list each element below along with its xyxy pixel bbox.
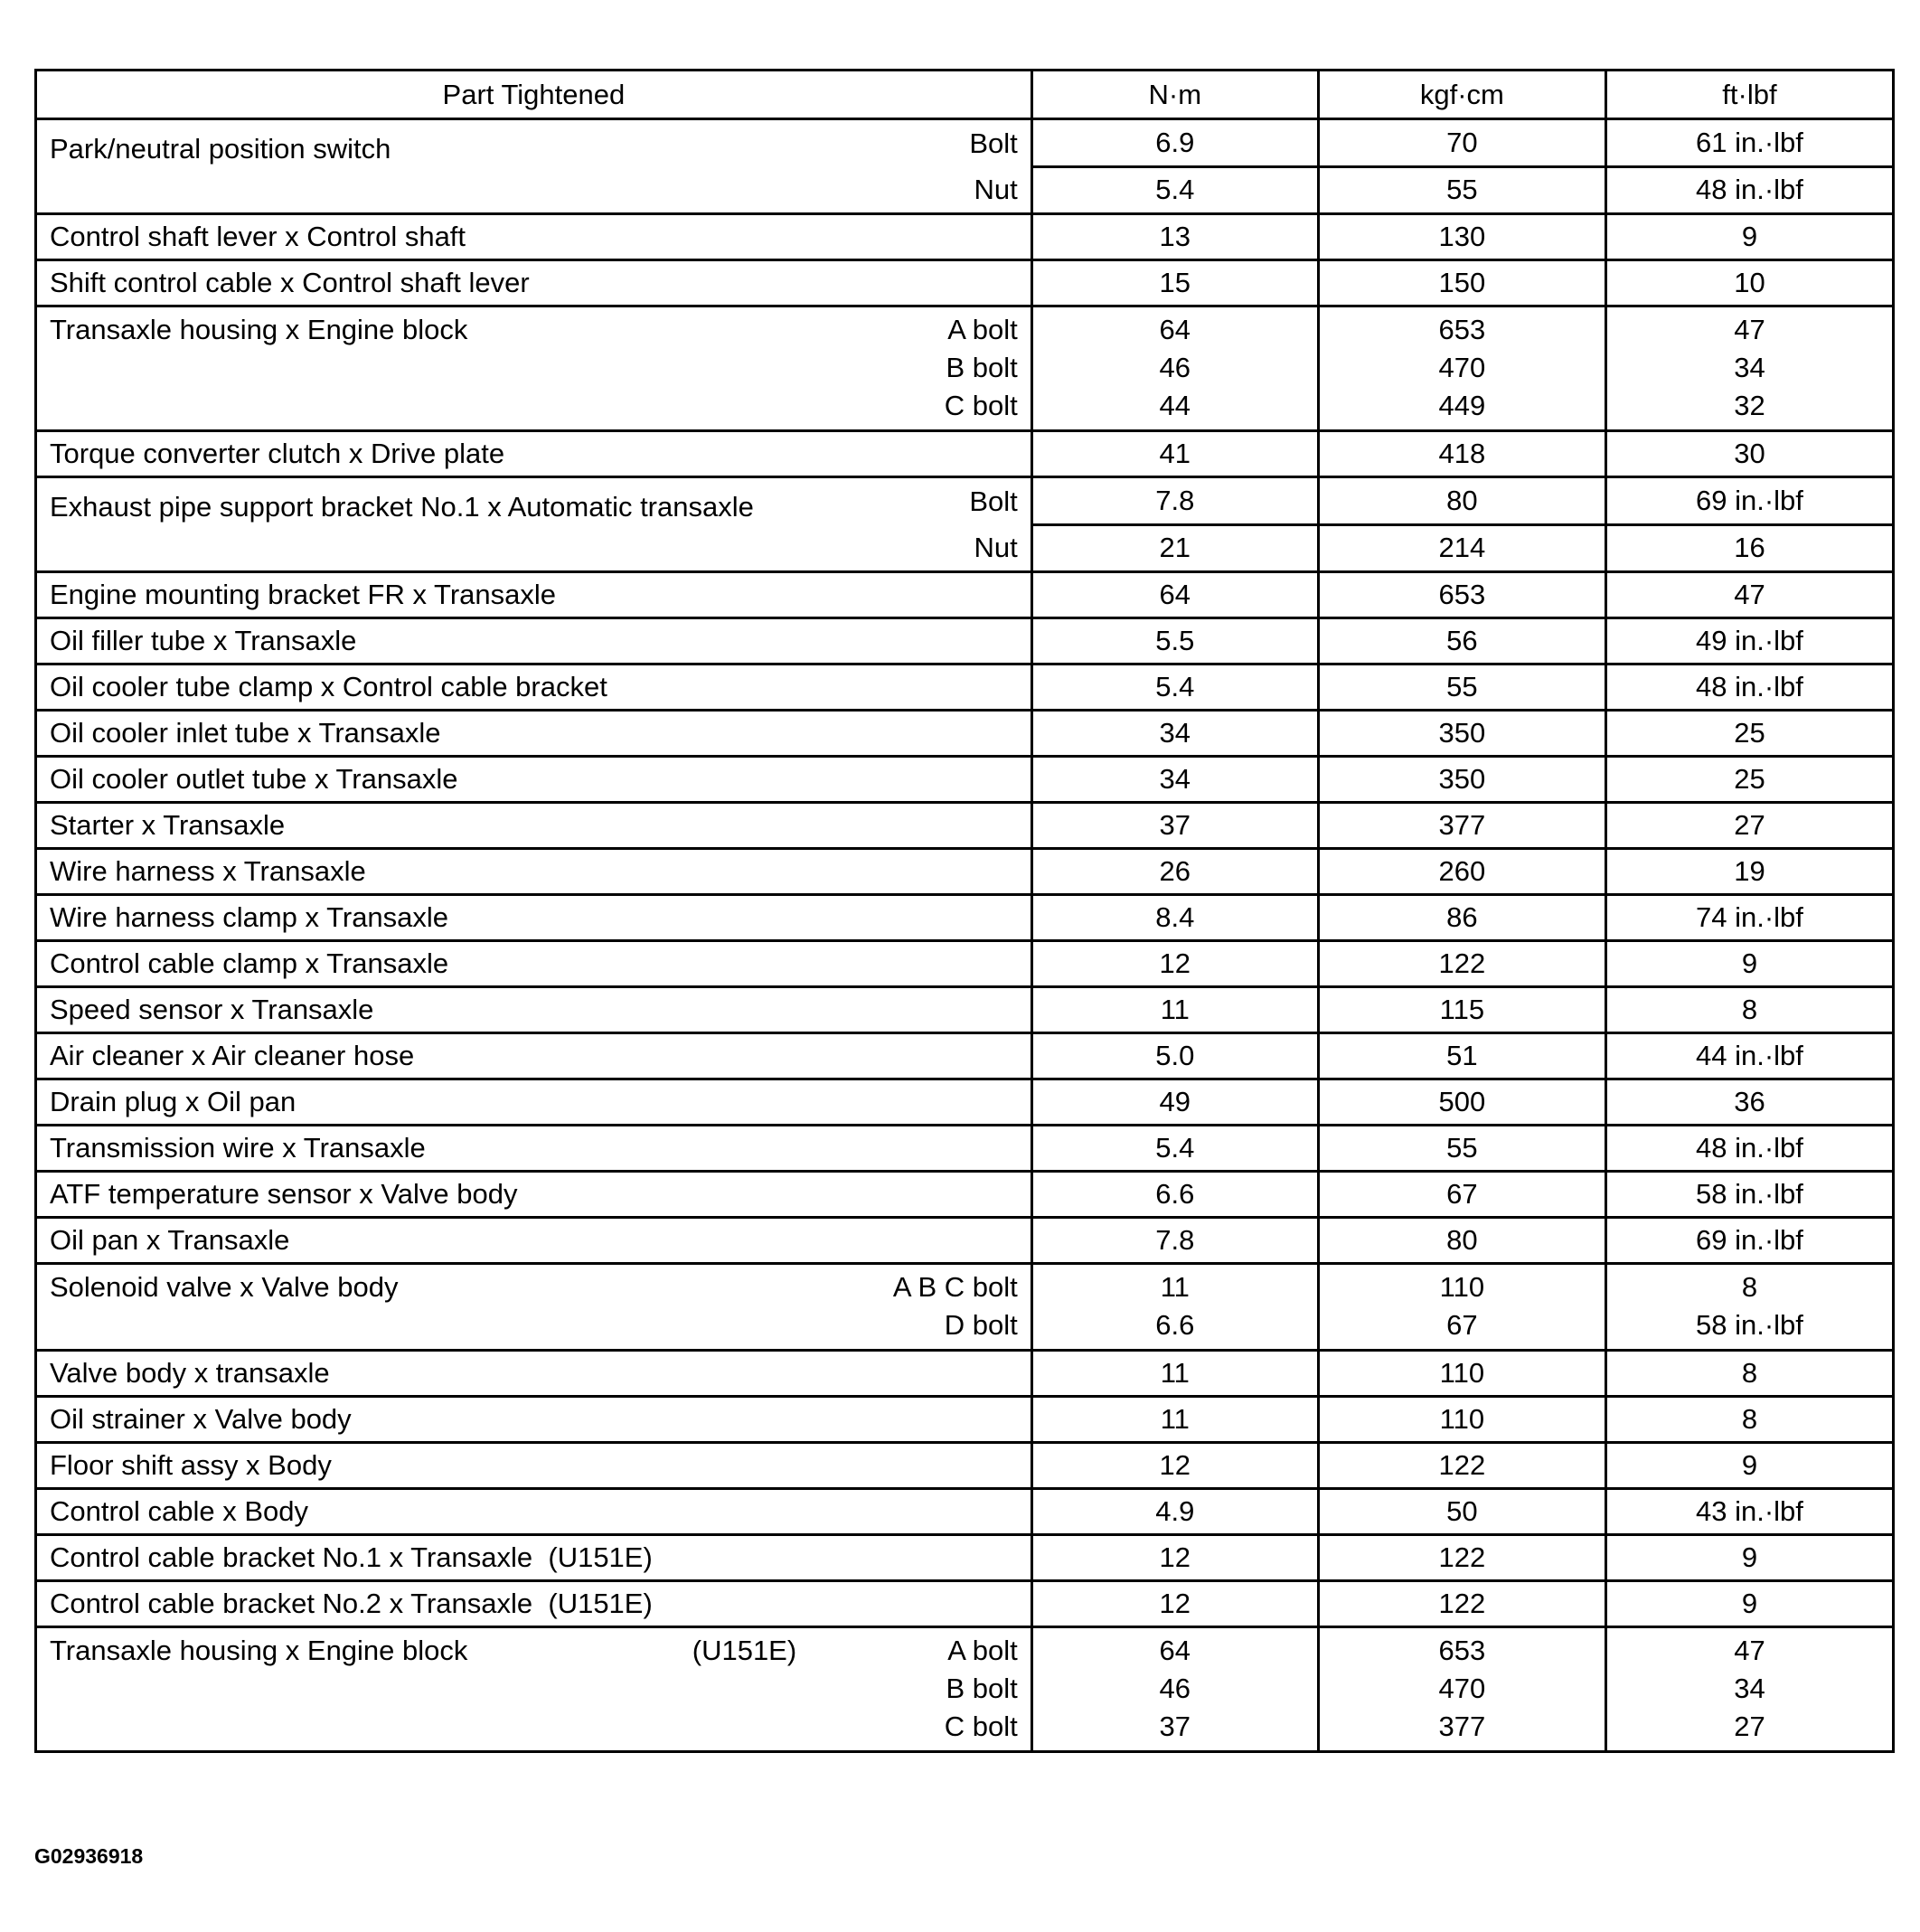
part-cell-content [50, 1632, 1031, 1746]
value-ft: 47 [1734, 314, 1765, 345]
part-cell [36, 849, 1032, 895]
value-nm: 13 [1031, 214, 1318, 260]
table-row [36, 306, 1894, 431]
value-kgf: 130 [1318, 214, 1605, 260]
part-name: Oil cooler tube clamp x Control cable bracket [50, 671, 607, 702]
part-cell-content [50, 267, 1031, 299]
value-kgf: 122 [1318, 1581, 1605, 1627]
part-name: Shift control cable x Control shaft lever [50, 267, 530, 298]
part-name: Air cleaner x Air cleaner hose [50, 1040, 415, 1071]
table-row [36, 214, 1894, 260]
table-row [36, 757, 1894, 803]
value-kgf: 67 [1318, 1172, 1605, 1218]
value-kgf: 67 [1446, 1309, 1478, 1341]
value-nm: 44 [1159, 390, 1191, 421]
part-name: Oil pan x Transaxle [50, 1224, 290, 1256]
table-body [36, 119, 1894, 1752]
table-row [36, 1351, 1894, 1397]
spec-label: A bolt [947, 314, 1018, 345]
part-name: Control cable x Body [50, 1495, 309, 1527]
part-cell-content [50, 1495, 1031, 1528]
table-row [36, 260, 1894, 306]
part-name: Speed sensor x Transaxle [50, 994, 374, 1025]
part-name: Oil cooler outlet tube x Transaxle [50, 763, 458, 795]
value-ft: 9 [1605, 214, 1893, 260]
value-ft: 9 [1605, 1535, 1893, 1581]
part-cell-content [50, 994, 1031, 1026]
table-row [36, 1033, 1894, 1079]
table-row [36, 1172, 1894, 1218]
table-row [36, 1397, 1894, 1443]
value-ft: 8 [1741, 1271, 1758, 1303]
value-nm: 5.5 [1031, 618, 1318, 664]
part-name: Engine mounting bracket FR x Transaxle [50, 579, 556, 610]
value-kgf: 55 [1318, 664, 1605, 711]
spec-list [873, 1632, 1031, 1746]
value-kgf: 86 [1318, 895, 1605, 941]
value-kgf: 470 [1438, 1673, 1486, 1704]
value-nm: 6.6 [1031, 1172, 1318, 1218]
value-ft-cell [1605, 1264, 1893, 1351]
value-kgf: 80 [1318, 477, 1605, 525]
value-ft: 32 [1734, 390, 1765, 421]
value-ft: 8 [1605, 1397, 1893, 1443]
table-row [36, 1079, 1894, 1126]
part-cell [36, 664, 1032, 711]
part-name: Park/neutral position switch [50, 133, 391, 165]
value-nm: 4.9 [1031, 1489, 1318, 1535]
table-row [36, 477, 1894, 525]
value-nm: 6.6 [1155, 1309, 1195, 1341]
value-kgf: 56 [1318, 618, 1605, 664]
value-ft: 25 [1605, 757, 1893, 803]
table-row [36, 618, 1894, 664]
value-kgf: 214 [1318, 524, 1605, 572]
value-ft: 44 in.·lbf [1605, 1033, 1893, 1079]
part-cell [36, 572, 1032, 618]
spec-list [873, 311, 1031, 425]
part-cell-content [50, 311, 1031, 425]
part-cell-content [50, 1357, 1031, 1390]
part-cell-content [50, 809, 1031, 842]
part-name: Starter x Transaxle [50, 809, 286, 841]
value-nm: 8.4 [1031, 895, 1318, 941]
value-nm: 7.8 [1031, 477, 1318, 525]
value-kgf-cell [1318, 1264, 1605, 1351]
part-cell-content [50, 1224, 1031, 1257]
part-cell-content [50, 221, 1031, 253]
value-nm: 46 [1159, 352, 1191, 383]
value-kgf: 70 [1318, 119, 1605, 167]
header-part-tightened: Part Tightened [36, 71, 1032, 119]
part-cell-content [50, 1040, 1031, 1072]
value-ft: 30 [1605, 431, 1893, 477]
part-cell [36, 941, 1032, 987]
value-nm: 12 [1031, 941, 1318, 987]
value-nm: 26 [1031, 849, 1318, 895]
part-cell [36, 1351, 1032, 1397]
figure-id: G02936918 [34, 1844, 144, 1868]
value-nm: 11 [1031, 1397, 1318, 1443]
part-cell [36, 1172, 1032, 1218]
part-cell-content [50, 1403, 1031, 1436]
value-ft: 74 in.·lbf [1605, 895, 1893, 941]
value-ft: 8 [1605, 987, 1893, 1033]
value-kgf: 50 [1318, 1489, 1605, 1535]
value-kgf: 449 [1438, 390, 1486, 421]
part-cell [36, 1581, 1032, 1627]
value-ft: 34 [1734, 352, 1765, 383]
part-cell-content [50, 763, 1031, 796]
value-nm: 12 [1031, 1443, 1318, 1489]
part-cell [36, 1535, 1032, 1581]
part-cell [36, 431, 1032, 477]
part-cell-content [50, 1541, 1031, 1574]
table-row [36, 803, 1894, 849]
value-kgf: 377 [1318, 803, 1605, 849]
value-ft: 16 [1605, 524, 1893, 572]
part-name: Floor shift assy x Body [50, 1449, 332, 1481]
spec-label: C bolt [944, 1711, 1018, 1742]
part-cell-content [50, 1588, 1031, 1620]
value-kgf: 51 [1318, 1033, 1605, 1079]
part-name: Valve body x transaxle [50, 1357, 330, 1389]
part-cell [36, 757, 1032, 803]
part-name: ATF temperature sensor x Valve body [50, 1178, 518, 1210]
part-cell [36, 1033, 1032, 1079]
value-nm: 11 [1031, 1351, 1318, 1397]
value-ft: 8 [1605, 1351, 1893, 1397]
value-ft: 58 in.·lbf [1605, 1172, 1893, 1218]
value-nm: 37 [1159, 1711, 1191, 1742]
table-row [36, 1489, 1894, 1535]
value-nm: 12 [1031, 1581, 1318, 1627]
value-nm: 7.8 [1031, 1218, 1318, 1264]
part-cell [36, 618, 1032, 664]
value-nm: 41 [1031, 431, 1318, 477]
spec-label: B bolt [946, 352, 1018, 383]
header-nm: N·m [1031, 71, 1318, 119]
value-nm-cell [1031, 1264, 1318, 1351]
part-cell [36, 306, 1032, 431]
value-nm: 6.9 [1031, 119, 1318, 167]
value-kgf: 80 [1318, 1218, 1605, 1264]
value-kgf: 122 [1318, 1535, 1605, 1581]
part-name: Control shaft lever x Control shaft [50, 221, 466, 252]
value-nm-cell [1031, 1627, 1318, 1752]
part-cell [36, 1264, 1032, 1351]
value-ft: 58 in.·lbf [1696, 1309, 1803, 1341]
value-kgf: 110 [1439, 1271, 1485, 1303]
header-ftlbf: ft·lbf [1605, 71, 1893, 119]
spec-label: D bolt [944, 1309, 1018, 1341]
part-cell [36, 895, 1032, 941]
part-cell [36, 987, 1032, 1033]
spec-list [873, 478, 1031, 570]
value-nm: 11 [1031, 987, 1318, 1033]
value-ft: 10 [1605, 260, 1893, 306]
part-cell [36, 1489, 1032, 1535]
value-nm: 64 [1031, 572, 1318, 618]
value-ft: 27 [1734, 1711, 1765, 1742]
spec-label: Nut [974, 174, 1018, 205]
spec-label: Bolt [969, 127, 1018, 159]
value-ft: 48 in.·lbf [1605, 1126, 1893, 1172]
part-cell [36, 711, 1032, 757]
part-cell-content [50, 671, 1031, 703]
value-kgf: 653 [1438, 1635, 1486, 1666]
value-kgf: 55 [1318, 1126, 1605, 1172]
value-nm: 34 [1031, 711, 1318, 757]
value-kgf: 653 [1438, 314, 1486, 345]
value-ft: 9 [1605, 1581, 1893, 1627]
spec-label: B bolt [946, 1673, 1018, 1704]
part-cell [36, 119, 1032, 214]
part-name: Exhaust pipe support bracket No.1 x Automatic transaxle [50, 491, 754, 523]
value-nm: 11 [1160, 1271, 1190, 1303]
value-ft: 34 [1734, 1673, 1765, 1704]
value-kgf: 418 [1318, 431, 1605, 477]
table-row [36, 895, 1894, 941]
part-name: Control cable bracket No.2 x Transaxle (U151E) [50, 1588, 653, 1619]
table-row [36, 431, 1894, 477]
part-cell [36, 1443, 1032, 1489]
part-name: Transaxle housing x Engine block [50, 314, 468, 345]
value-nm: 5.4 [1031, 1126, 1318, 1172]
value-nm-cell [1031, 306, 1318, 431]
part-name: Control cable bracket No.1 x Transaxle (U151E) [50, 1541, 653, 1573]
value-ft: 27 [1605, 803, 1893, 849]
value-ft: 9 [1605, 941, 1893, 987]
part-cell [36, 1627, 1032, 1752]
part-name: Oil cooler inlet tube x Transaxle [50, 717, 441, 749]
value-nm: 46 [1159, 1673, 1191, 1704]
value-kgf: 115 [1318, 987, 1605, 1033]
value-nm: 49 [1031, 1079, 1318, 1126]
value-ft: 48 in.·lbf [1605, 664, 1893, 711]
value-ft-cell [1605, 1627, 1893, 1752]
value-nm: 37 [1031, 803, 1318, 849]
part-cell [36, 803, 1032, 849]
part-cell-content [50, 438, 1031, 470]
part-cell [36, 214, 1032, 260]
value-nm: 21 [1031, 524, 1318, 572]
part-name: Transaxle housing x Engine block [50, 1635, 468, 1666]
value-nm: 5.4 [1031, 166, 1318, 214]
part-name: Wire harness clamp x Transaxle [50, 901, 449, 933]
part-cell [36, 1126, 1032, 1172]
value-ft: 47 [1605, 572, 1893, 618]
spec-list [873, 120, 1031, 212]
part-cell-content [50, 855, 1031, 888]
table-row [36, 941, 1894, 987]
value-kgf: 470 [1438, 352, 1486, 383]
part-cell-content [50, 120, 1031, 212]
value-kgf: 350 [1318, 757, 1605, 803]
table-row [36, 987, 1894, 1033]
value-kgf: 122 [1318, 1443, 1605, 1489]
value-kgf: 350 [1318, 711, 1605, 757]
table-row [36, 1443, 1894, 1489]
value-nm: 34 [1031, 757, 1318, 803]
part-note: (U151E) [692, 1635, 797, 1666]
value-ft: 61 in.·lbf [1605, 119, 1893, 167]
value-kgf-cell [1318, 1627, 1605, 1752]
part-name: Drain plug x Oil pan [50, 1086, 296, 1117]
value-kgf: 55 [1318, 166, 1605, 214]
spec-label: Bolt [969, 485, 1018, 517]
table-row [36, 572, 1894, 618]
part-cell [36, 1218, 1032, 1264]
part-cell-content [50, 579, 1031, 611]
value-ft-cell [1605, 306, 1893, 431]
table-row [36, 1627, 1894, 1752]
part-cell [36, 1079, 1032, 1126]
value-ft: 9 [1605, 1443, 1893, 1489]
part-cell-content [50, 901, 1031, 934]
value-nm: 12 [1031, 1535, 1318, 1581]
value-nm: 5.4 [1031, 664, 1318, 711]
table-row [36, 664, 1894, 711]
part-cell [36, 260, 1032, 306]
part-name: Wire harness x Transaxle [50, 855, 366, 887]
table-row [36, 1581, 1894, 1627]
value-kgf-cell [1318, 306, 1605, 431]
value-ft: 19 [1605, 849, 1893, 895]
part-name: Solenoid valve x Valve body [50, 1271, 399, 1303]
value-nm: 64 [1159, 1635, 1191, 1666]
spec-label: C bolt [944, 390, 1018, 421]
part-cell-content [50, 1268, 1031, 1344]
value-kgf: 122 [1318, 941, 1605, 987]
value-kgf: 377 [1438, 1711, 1486, 1742]
table-row [36, 1218, 1894, 1264]
table-row [36, 1126, 1894, 1172]
part-cell [36, 477, 1032, 572]
table-row [36, 849, 1894, 895]
value-ft: 25 [1605, 711, 1893, 757]
part-cell-content [50, 478, 1031, 570]
part-cell [36, 1397, 1032, 1443]
spec-label: A bolt [947, 1635, 1018, 1666]
value-nm: 64 [1159, 314, 1191, 345]
value-kgf: 110 [1318, 1397, 1605, 1443]
table-row [36, 1535, 1894, 1581]
value-kgf: 653 [1318, 572, 1605, 618]
part-name: Control cable clamp x Transaxle [50, 947, 449, 979]
value-ft: 36 [1605, 1079, 1893, 1126]
part-cell-content [50, 1132, 1031, 1164]
table-header-row [36, 71, 1894, 119]
part-cell-content [50, 1449, 1031, 1482]
spec-list [873, 1268, 1031, 1344]
part-cell-content [50, 1178, 1031, 1211]
value-kgf: 260 [1318, 849, 1605, 895]
spec-label: Nut [974, 532, 1018, 563]
value-ft: 47 [1734, 1635, 1765, 1666]
part-cell-content [50, 947, 1031, 980]
value-nm: 5.0 [1031, 1033, 1318, 1079]
table-row [36, 1264, 1894, 1351]
torque-spec-table [34, 69, 1895, 1753]
part-name: Transmission wire x Transaxle [50, 1132, 426, 1164]
part-cell-content [50, 1086, 1031, 1118]
part-cell-content [50, 717, 1031, 749]
part-cell-content [50, 625, 1031, 657]
table-row [36, 119, 1894, 167]
value-ft: 49 in.·lbf [1605, 618, 1893, 664]
value-ft: 43 in.·lbf [1605, 1489, 1893, 1535]
value-ft: 69 in.·lbf [1605, 1218, 1893, 1264]
value-nm: 15 [1031, 260, 1318, 306]
value-kgf: 500 [1318, 1079, 1605, 1126]
value-ft: 48 in.·lbf [1605, 166, 1893, 214]
part-name: Oil strainer x Valve body [50, 1403, 352, 1435]
spec-label: A B C bolt [892, 1271, 1018, 1303]
table-row [36, 711, 1894, 757]
value-ft: 69 in.·lbf [1605, 477, 1893, 525]
part-name: Oil filler tube x Transaxle [50, 625, 357, 656]
part-name: Torque converter clutch x Drive plate [50, 438, 505, 469]
value-kgf: 110 [1318, 1351, 1605, 1397]
value-kgf: 150 [1318, 260, 1605, 306]
header-kgfcm: kgf·cm [1318, 71, 1605, 119]
